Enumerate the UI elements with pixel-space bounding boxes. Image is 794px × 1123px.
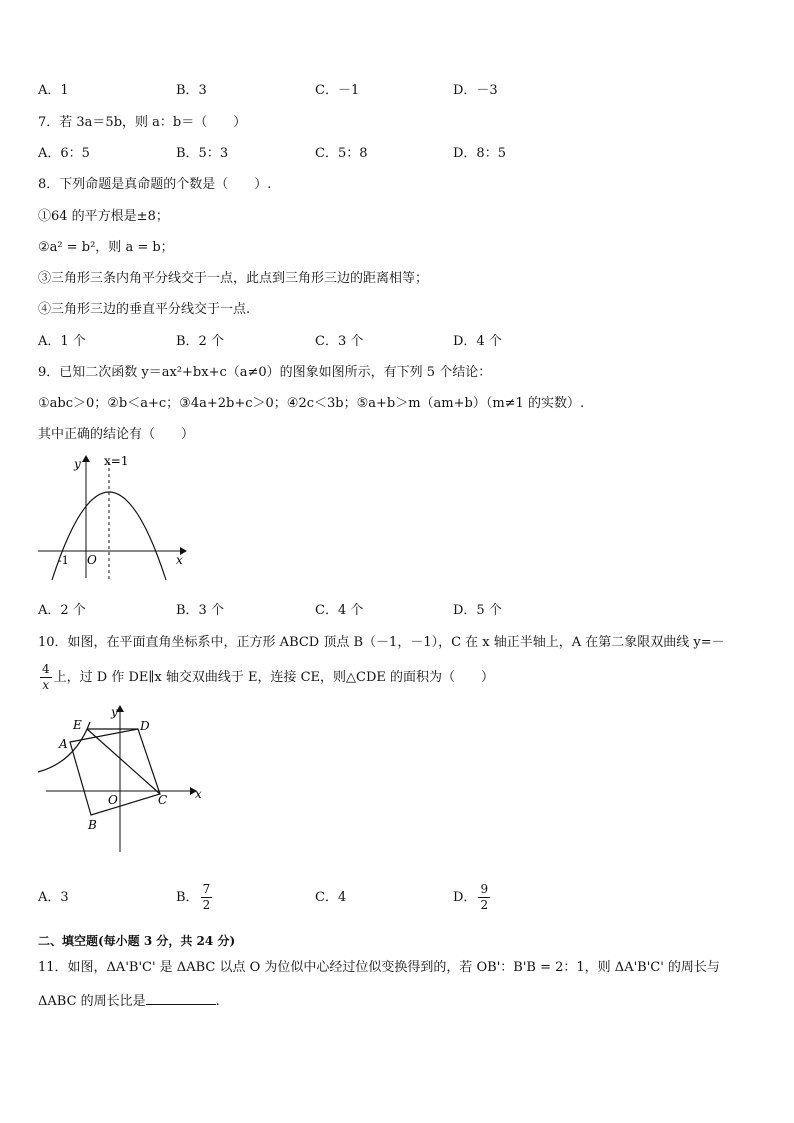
q9-label-x1: x=1 bbox=[104, 454, 129, 468]
q10-option-d-den: 2 bbox=[480, 898, 489, 912]
q9-label-x: x bbox=[176, 553, 183, 567]
q10-option-b bbox=[176, 876, 214, 920]
q8-item-2: ②a² = b²，则 a = b； bbox=[38, 240, 174, 255]
q10-option-d-num: 9 bbox=[480, 882, 489, 896]
q10-option-b-fraction bbox=[201, 882, 213, 913]
q10-label-y: y bbox=[111, 705, 118, 719]
q10-stem-line2 bbox=[38, 662, 494, 693]
q10-square-figure bbox=[30, 702, 220, 862]
q9-option-d: D．5 个 bbox=[453, 603, 502, 618]
q10-option-d-fraction bbox=[478, 882, 490, 913]
q10-label-c: C bbox=[158, 793, 168, 807]
q10-frac-denominator: x bbox=[42, 678, 50, 692]
q11-answer-blank[interactable] bbox=[146, 991, 216, 1005]
q10-label-b: B bbox=[88, 818, 97, 832]
q10-option-d bbox=[453, 876, 492, 920]
q10-stem-line2-text: 上，过 D 作 DE∥x 轴交双曲线于 E，连接 CE，则△CDE 的面积为（ ） bbox=[53, 670, 495, 685]
q10-frac-numerator: 4 bbox=[42, 662, 50, 676]
q6-option-d: D．－3 bbox=[453, 83, 498, 98]
q9-option-a: A．2 个 bbox=[38, 603, 86, 618]
q8-item-4: ④三角形三边的垂直平分线交于一点. bbox=[38, 302, 251, 317]
q8-option-d: D．4 个 bbox=[453, 334, 502, 349]
q11-line1: 11．如图，ΔA'B'C' 是 ΔABC 以点 O 为位似中心经过位似变换得到的，若 OB'：B'B = 2：1，则 ΔA'B'C' 的周长与 bbox=[38, 960, 720, 975]
q7-stem: 7．若 3a＝5b，则 a：b＝（ ） bbox=[38, 115, 247, 130]
q10-label-e: E bbox=[73, 718, 82, 732]
q11-line2 bbox=[38, 991, 220, 1011]
q6-option-c: C．－1 bbox=[315, 83, 360, 98]
q9-y-arrow bbox=[82, 455, 90, 462]
q10-option-b-prefix: B． bbox=[176, 890, 199, 905]
q10-option-d-prefix: D． bbox=[453, 890, 477, 905]
q10-label-o: O bbox=[108, 793, 118, 807]
q8-item-1: ①64 的平方根是±8； bbox=[38, 209, 169, 224]
q8-item-3: ③三角形三条内角平分线交于一点，此点到三角形三边的距离相等； bbox=[38, 271, 429, 286]
q10-label-x: x bbox=[195, 787, 202, 801]
q10-hyperbola-fraction bbox=[40, 662, 52, 693]
q11-line2-text: ΔABC 的周长比是 bbox=[38, 994, 146, 1009]
q10-label-a: A bbox=[59, 737, 68, 751]
q10-stem-line1: 10．如图，在平面直角坐标系中，正方形 ABCD 顶点 B（－1，－1），C 在 x 轴正半轴上，A 在第二象限双曲线 y=－ bbox=[38, 635, 725, 650]
q7-option-c: C．5：8 bbox=[315, 146, 368, 161]
q9-option-b: B．3 个 bbox=[176, 603, 224, 618]
q9-option-c: C．4 个 bbox=[315, 603, 364, 618]
q10-option-c: C．4 bbox=[315, 890, 347, 905]
q9-conclusions: ①abc＞0；②b＜a+c；③4a+2b+c＞0；④2c＜3b；⑤a+b＞m（am+b）（m≠1 的实数）. bbox=[38, 396, 585, 411]
q8-option-c: C．3 个 bbox=[315, 334, 364, 349]
q9-stem: 9．已知二次函数 y＝ax²+bx+c（a≠0）的图象如图所示，有下列 5 个结论： bbox=[38, 365, 492, 380]
q10-option-b-den: 2 bbox=[202, 898, 211, 912]
q7-option-d: D．8：5 bbox=[453, 146, 506, 161]
q7-option-b: B．5：3 bbox=[176, 146, 229, 161]
q11-line2-end: . bbox=[215, 994, 220, 1009]
q9-label-origin: O bbox=[87, 553, 97, 567]
q8-option-a: A．1 个 bbox=[38, 334, 86, 349]
q9-label-y: y bbox=[74, 457, 81, 471]
q9-parabola-figure bbox=[30, 450, 200, 590]
q8-stem: 8．下列命题是真命题的个数是（ ）. bbox=[38, 177, 272, 192]
q9-label-neg1: -1 bbox=[58, 554, 69, 567]
section-heading-fill-in: 二、填空题(每小题 3 分，共 24 分) bbox=[38, 934, 236, 948]
q7-option-a: A．6：5 bbox=[38, 146, 90, 161]
q6-option-b: B．3 bbox=[176, 83, 207, 98]
q10-label-d: D bbox=[140, 719, 150, 733]
q8-option-b: B．2 个 bbox=[176, 334, 224, 349]
q6-option-a: A．1 bbox=[38, 83, 69, 98]
q10-option-a: A．3 bbox=[38, 890, 69, 905]
q9-ask: 其中正确的结论有（ ） bbox=[38, 427, 195, 442]
q10-option-b-num: 7 bbox=[202, 882, 211, 896]
